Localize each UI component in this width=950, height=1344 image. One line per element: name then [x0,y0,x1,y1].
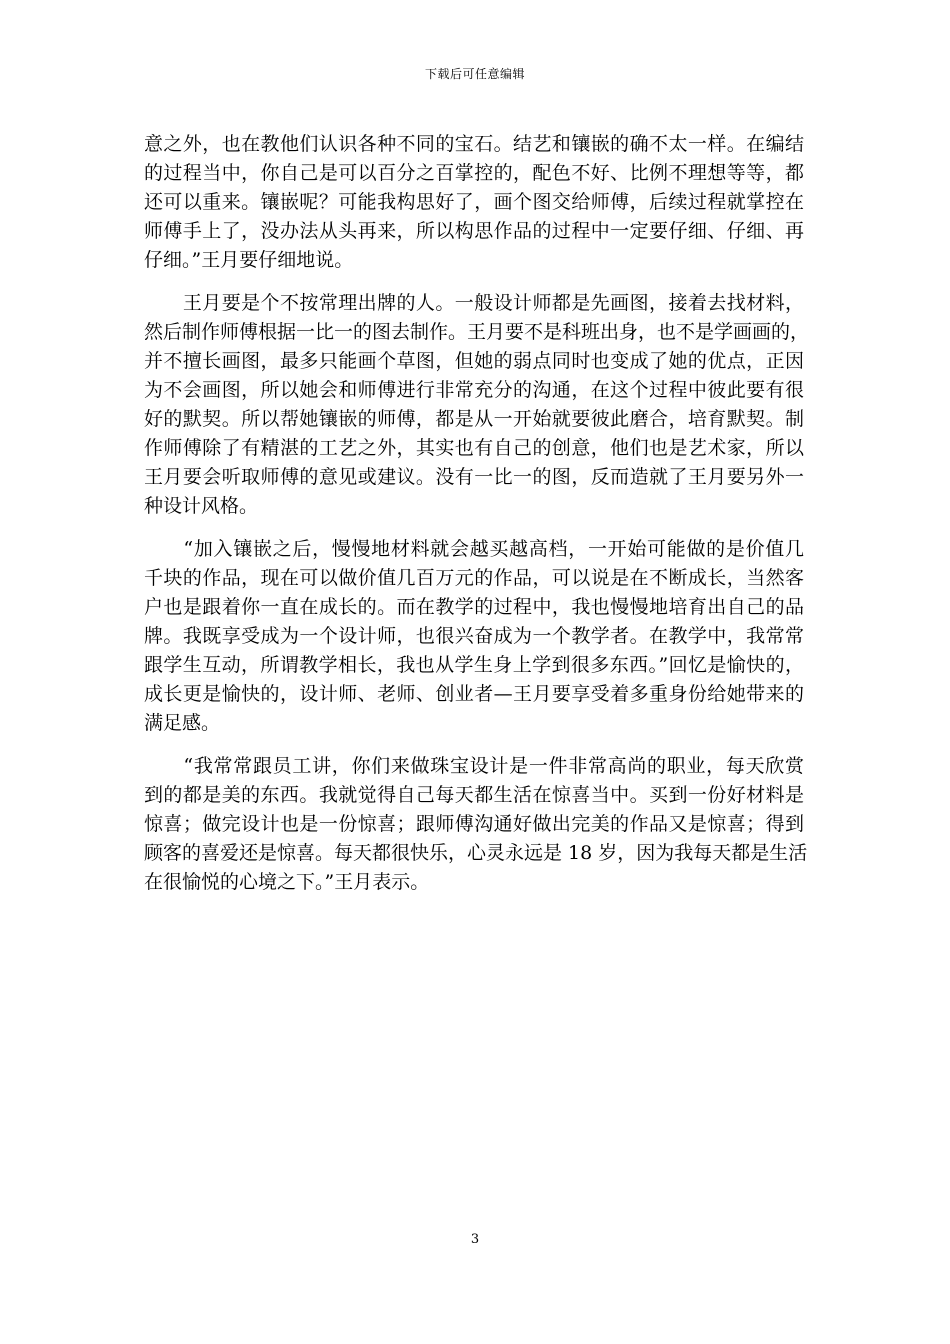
text-line: “加入镶嵌之后，慢慢地材料就会越买越高档，一开始可能做的是价值几 [144,538,804,560]
text-line: 为不会画图，所以她会和师傅进行非常充分的沟通，在这个过程中彼此要有很 [144,379,804,401]
text-line: 成长更是愉快的，设计师、老师、创业者—王月要享受着多重身份给她带来的 [144,683,804,705]
page-header: 下载后可任意编辑 [424,67,525,81]
text-line: 王月要是个不按常理出牌的人。一般设计师都是先画图，接着去找材料， [144,292,804,314]
text-line: 种设计风格。 [144,495,259,517]
text-line: 跟学生互动，所谓教学相长，我也从学生身上学到很多东西。”回忆是愉快的， [144,654,804,676]
text-line: 千块的作品，现在可以做价值几百万元的作品，可以说是在不断成长，当然客 [144,567,804,589]
text-line: 仔细。”王月要仔细地说。 [144,249,354,271]
paragraph-2 [144,289,810,521]
paragraph-spacing [144,275,804,289]
paragraph-4 [144,752,808,897]
page-number: 3 [470,1232,480,1247]
text-line: 作师傅除了有精湛的工艺之外，其实也有自己的创意，他们也是艺术家，所以 [144,437,804,459]
paragraph-spacing [144,738,804,752]
text-line: 然后制作师傅根据一比一的图去制作。王月要不是科班出身，也不是学画画的， [144,321,810,343]
document-body [144,130,810,897]
text-line: 并不擅长画图，最多只能画个草图，但她的弱点同时也变成了她的优点，正因 [144,350,804,372]
paragraph-spacing [144,521,804,535]
text-line: 在很愉悦的心境之下。”王月表示。 [144,871,430,893]
text-line: 的过程当中，你自己是可以百分之百掌控的，配色不好、比例不理想等等，都 [144,162,804,184]
text-line: 顾客的喜爱还是惊喜。每天都很快乐，心灵永远是 18 岁，因为我每天都是生活 [144,842,808,864]
text-line: 好的默契。所以帮她镶嵌的师傅，都是从一开始就要彼此磨合，培育默契。制 [144,408,804,430]
text-line: 惊喜；做完设计也是一份惊喜；跟师傅沟通好做出完美的作品又是惊喜；得到 [144,813,804,835]
paragraph-1 [144,130,804,275]
text-line: 还可以重来。镶嵌呢？可能我构思好了，画个图交给师傅，后续过程就掌控在 [144,191,804,213]
text-line: 满足感。 [144,712,221,734]
text-line: 户也是跟着你一直在成长的。而在教学的过程中，我也慢慢地培育出自己的品 [144,596,804,618]
paragraph-3 [144,535,804,738]
text-line: 到的都是美的东西。我就觉得自己每天都生活在惊喜当中。买到一份好材料是 [144,784,804,806]
text-line: 王月要会听取师傅的意见或建议。没有一比一的图，反而造就了王月要另外一 [144,466,804,488]
text-line: 意之外，也在教他们认识各种不同的宝石。结艺和镶嵌的确不太一样。在编结 [144,133,804,155]
text-line: “我常常跟员工讲，你们来做珠宝设计是一件非常高尚的职业，每天欣赏 [144,755,804,777]
text-line: 牌。我既享受成为一个设计师，也很兴奋成为一个教学者。在教学中，我常常 [144,625,804,647]
text-line: 师傅手上了，没办法从头再来，所以构思作品的过程中一定要仔细、仔细、再 [144,220,804,242]
